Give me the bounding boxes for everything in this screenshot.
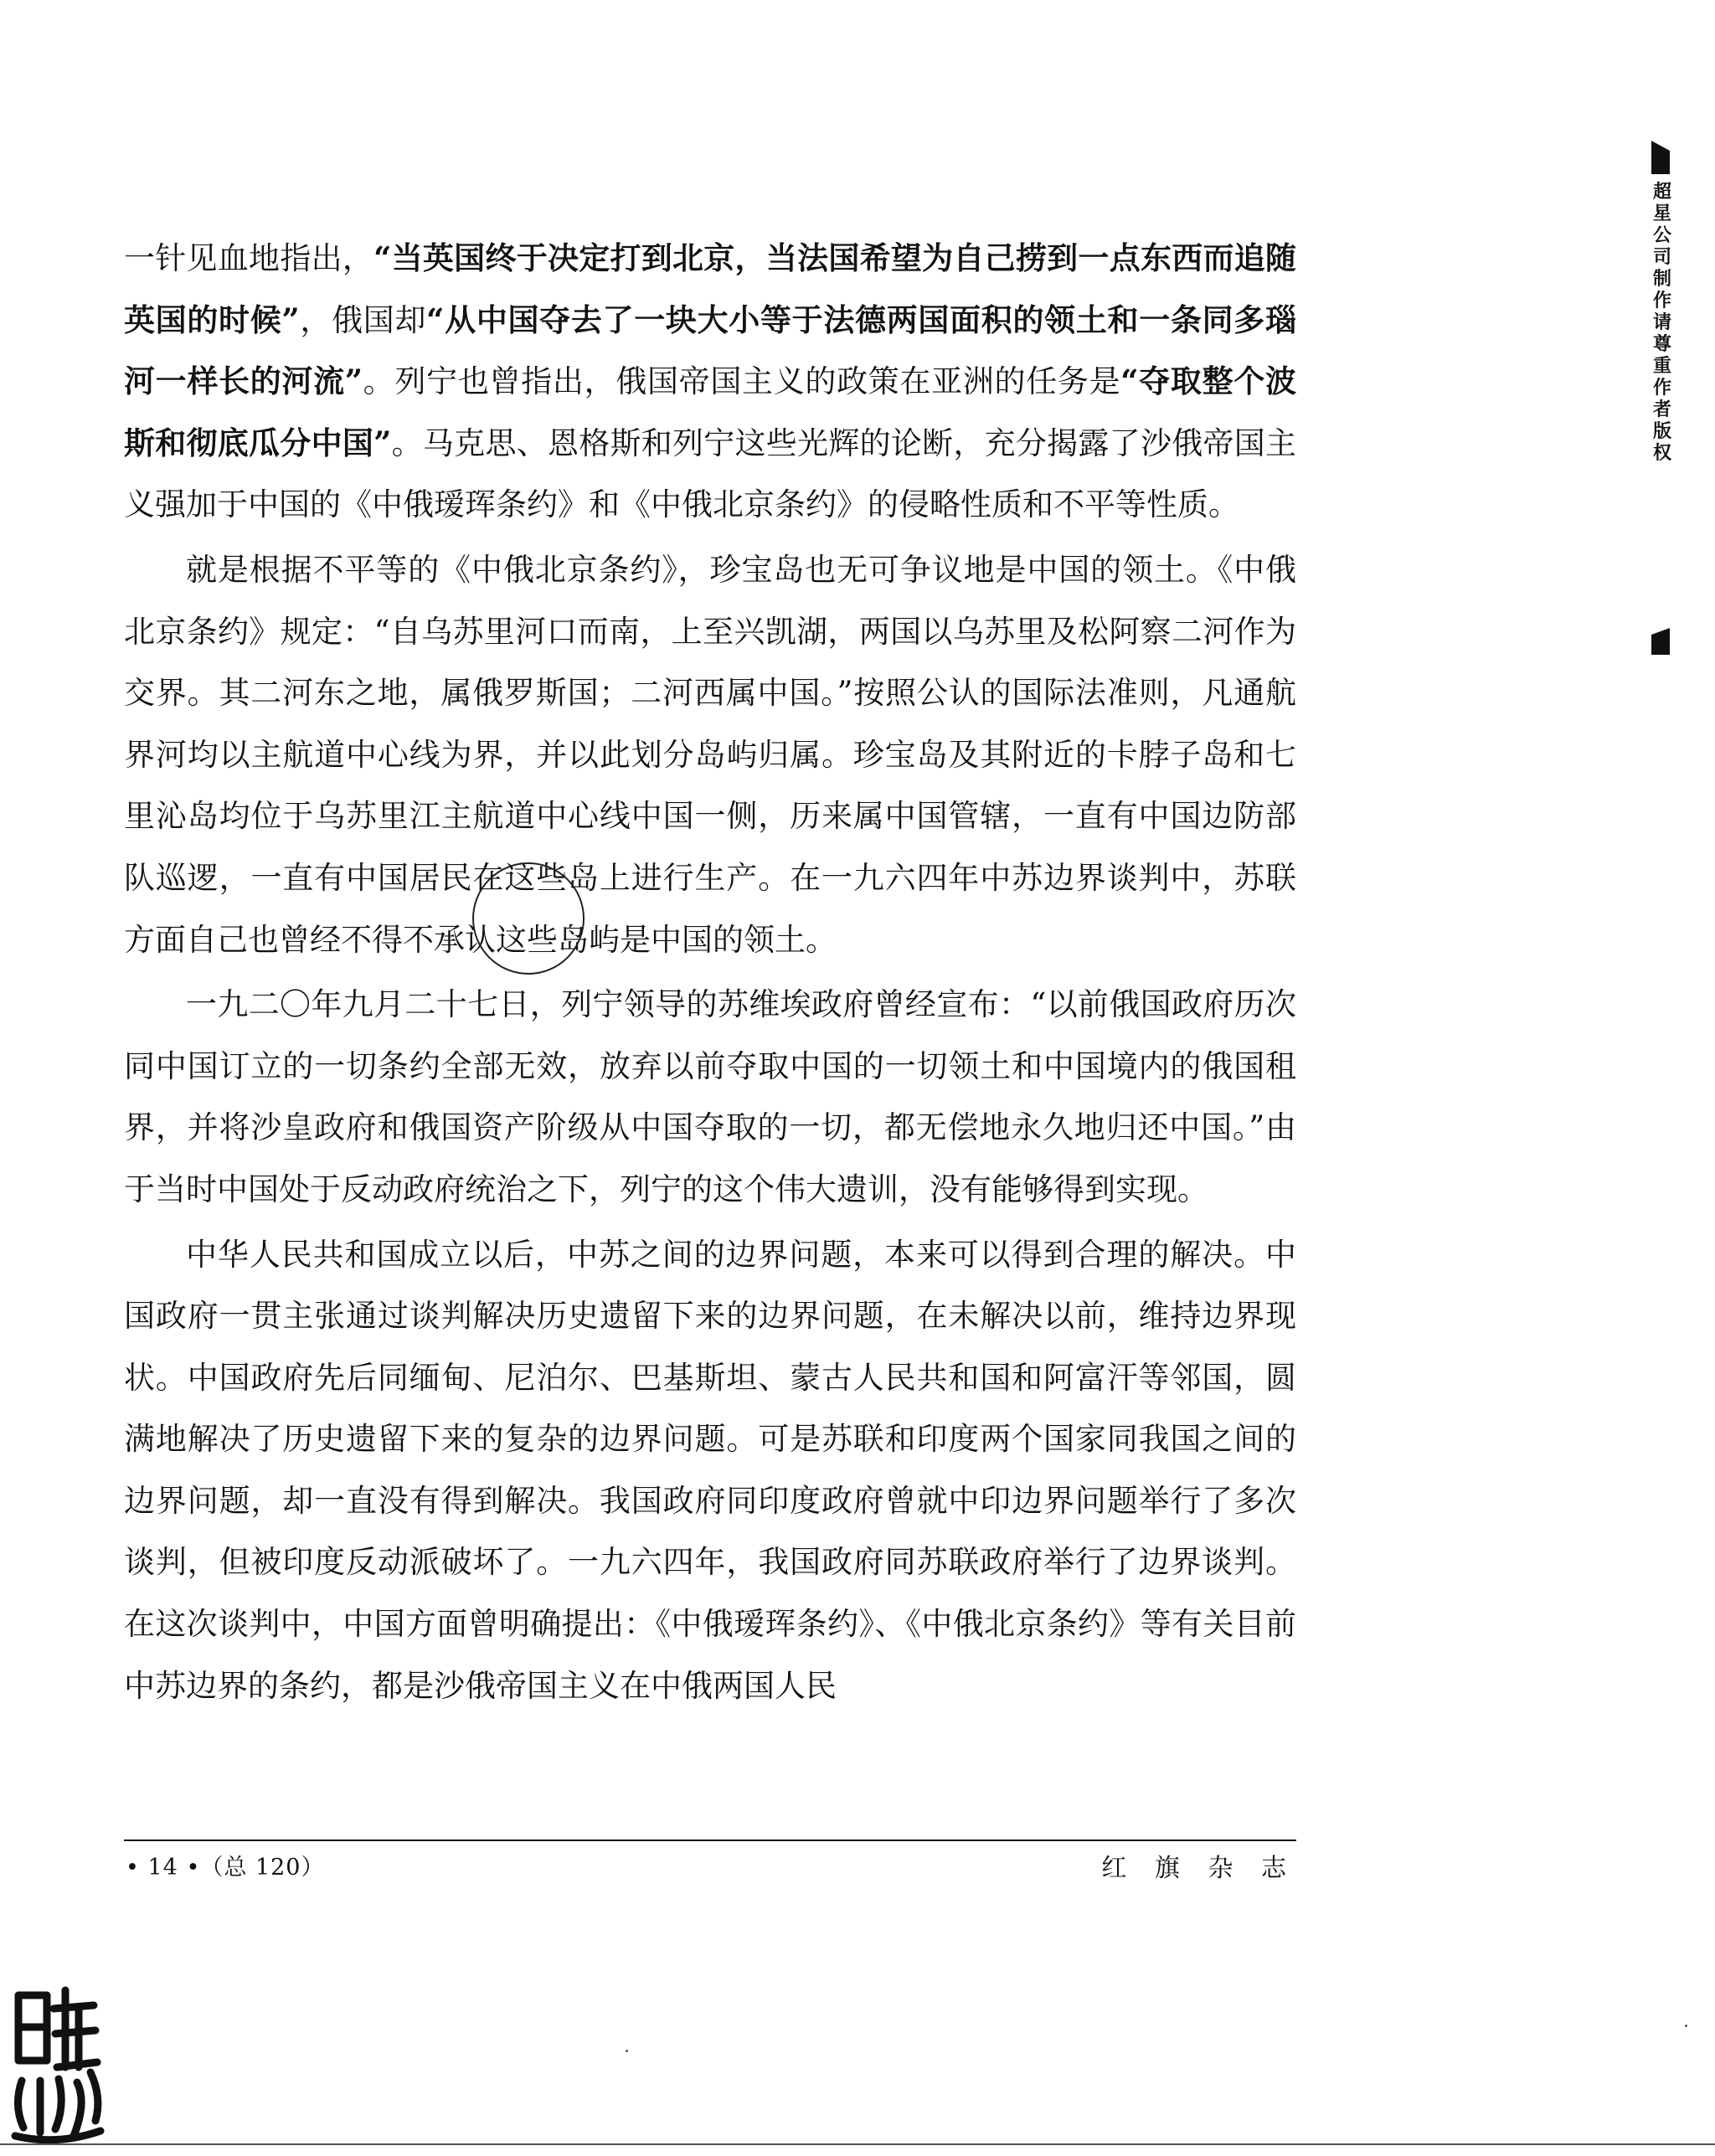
footer-divider: [124, 1840, 1296, 1841]
scan-speck: [1685, 2025, 1687, 2027]
article-body: [124, 228, 1296, 1716]
scan-speck: [626, 2050, 628, 2052]
paragraph: [124, 539, 1296, 970]
paragraph-text: 。列宁也曾指出，俄国帝国主义的政策在亚洲的任务是: [363, 363, 1121, 400]
paragraph: [124, 1224, 1296, 1717]
paragraph-text: 一针见血地指出，: [124, 240, 374, 276]
paragraph-text: ，俄国却: [299, 301, 427, 338]
library-seal-stamp: [7, 1980, 107, 2143]
paragraph: [124, 974, 1296, 1220]
paragraph-text: 中华人民共和国成立以后，中苏之间的边界问题，本来可以得到合理的解决。中国政府一贯主张通过谈判解决历史遗留下来的边界问题，在未解决以前，维持边界现状。中国政府先后同缅甸、尼泊尔、巴基斯坦、蒙古人民共和国和阿富汗等邻国，圆满地解决了历史遗留下来的复杂的边界问题。可是苏联和印度两个国家同我国之间的边界问题，却一直没有得到解决。我国政府同印度政府曾就中印边界问题举行了多次谈判，但被印度反动派破坏了。一九六四年，我国政府同苏联政府举行了边界谈判。在这次谈判中，中国方面曾明确提出：《中俄瑷珲条约》、《中俄北京条约》等有关目前中苏边界的条约，都是沙俄帝国主义在中俄两国人民: [124, 1236, 1296, 1704]
page-number: • 14 •（总 120）: [126, 1855, 325, 1881]
scan-edge-line: [0, 2143, 1715, 2145]
ink-circle-mark: [472, 862, 585, 975]
paragraph-text: 就是根据不平等的《中俄北京条约》，珍宝岛也无可争议地是中国的领土。《中俄北京条约》规定：“自乌苏里河口而南，上至兴凯湖，两国以乌苏里及松阿察二河作为交界。其二河东之地，属俄罗斯国；二河西属中国。”按照公认的国际法准则，凡通航界河均以主航道中心线为界，并以此划分岛屿归属。珍宝岛及其附近的卡脖子岛和七里沁岛均位于乌苏里江主航道中心线中国一侧，历来属中国管辖，一直有中国边防部队巡逻，一直有中国居民在这些岛上进行生产。在一九六四年中苏边界谈判中，苏联方面自己也曾经不得不承认这些岛屿是中国的领土。: [124, 551, 1296, 958]
copyright-side-strip: [1651, 141, 1693, 660]
quoted-bold-text: “当英国终于决定打到北京，当法国希望为自己捞到一点东西而追随英国的时候”: [124, 239, 1297, 338]
paragraph-text: 一九二〇年九月二十七日，列宁领导的苏维埃政府曾经宣布：“以前俄国政府历次同中国订立的一切条约全部无效，放弃以前夺取中国的一切领土和中国境内的俄国租界，并将沙皇政府和俄国资产阶级从中国夺取的一切，都无偿地永久地归还中国。”由于当时中国处于反动政府统治之下，列宁的这个伟大遗训，没有能够得到实现。: [124, 986, 1296, 1207]
magazine-title: 红 旗 杂 志: [1101, 1854, 1296, 1883]
quoted-bold-text: “夺取整个波斯和彻底瓜分中国”: [124, 363, 1296, 461]
paragraph: [124, 228, 1296, 536]
seal-icon: [7, 1980, 107, 2143]
side-strip-bottom-bar: [1651, 628, 1670, 655]
quoted-bold-text: “从中国夺去了一块大小等于法德两国面积的领土和一条同多瑙河一样长的河流”: [124, 301, 1296, 400]
copyright-notice: 超星公司制作请尊重作者版权: [1652, 181, 1671, 464]
side-strip-top-bar: [1651, 141, 1670, 174]
paragraph-text: 。马克思、恩格斯和列宁这些光辉的论断，充分揭露了沙俄帝国主义强加于中国的《中俄瑷珲条约》和《中俄北京条约》的侵略性质和不平等性质。: [124, 425, 1296, 523]
